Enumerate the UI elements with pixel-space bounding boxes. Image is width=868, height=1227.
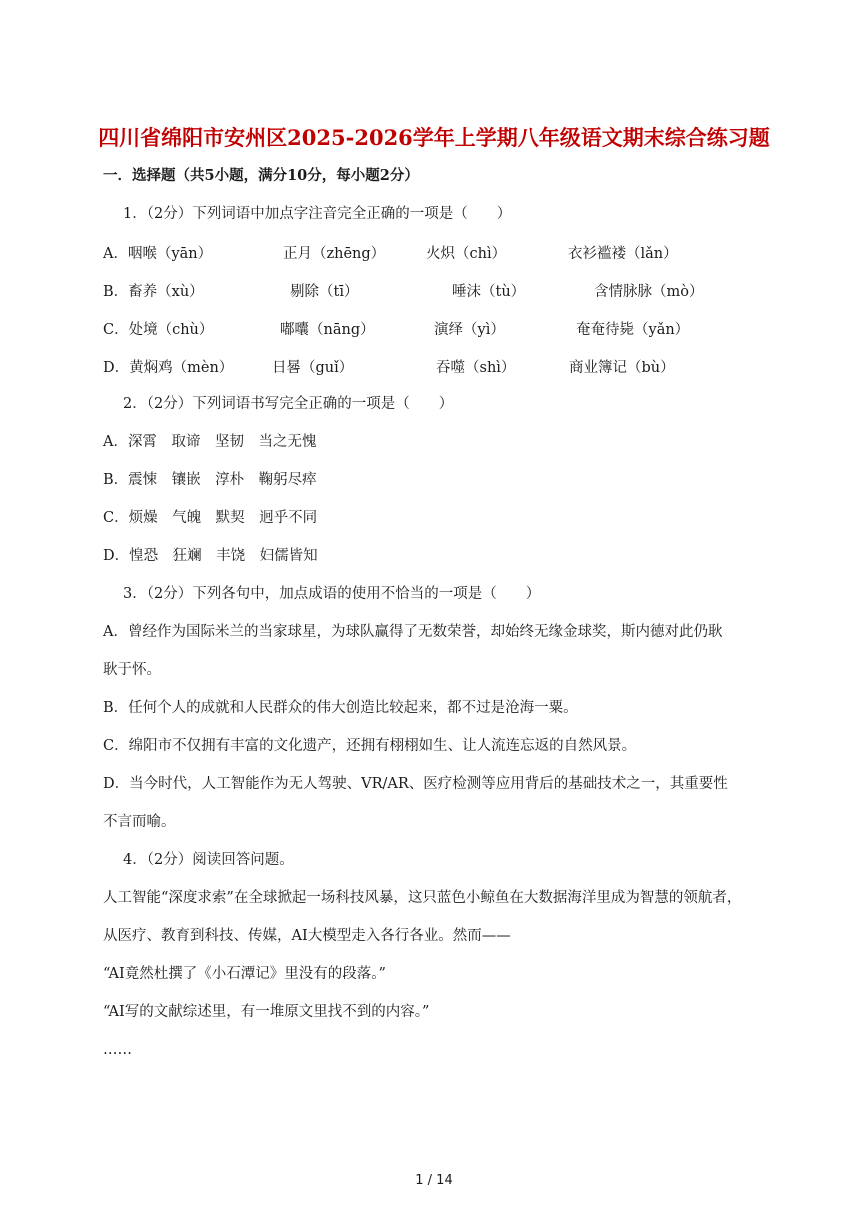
option-part: D．黄焖鸡（mèn）: [103, 360, 234, 376]
question-4-stem: 4．（2分）阅读回答问题。: [123, 852, 294, 868]
question-2-option-c: C．烦燥 气魄 默契 迥乎不同: [103, 510, 318, 526]
question-2-option-a: A．深霄 取谛 坚韧 当之无愧: [103, 434, 317, 450]
page-number: 1 / 14: [415, 1173, 453, 1188]
question-3-stem: 3．（2分）下列各句中，加点成语的使用不恰当的一项是（ ）: [123, 586, 541, 602]
question-3-option-d: D．当今时代，人工智能作为无人驾驶、VR/AR、医疗检测等应用背后的基础技术之一，其重要性: [103, 776, 728, 792]
question-2-option-b: B．震悚 镶嵌 淳朴 鞠躬尽瘁: [103, 472, 317, 488]
question-4-quote: “AI竟然杜撰了《小石潭记》里没有的段落。”: [103, 966, 386, 982]
option-part: B．畜养（xù）: [103, 284, 204, 300]
question-4-quote: “AI写的文献综述里，有一堆原文里找不到的内容。”: [103, 1004, 430, 1020]
option-part: 嘟囔（nāng）: [280, 322, 375, 338]
question-3-option-a-cont: 耿于怀。: [103, 662, 161, 678]
option-part: 含情脉脉（mò）: [594, 284, 704, 300]
question-4-passage-line: 从医疗、教育到科技、传媒，AI大模型走入各行各业。然而——: [103, 928, 511, 944]
option-part: 吞噬（shì）: [436, 360, 516, 376]
question-3-option-d-cont: 不言而喻。: [103, 814, 176, 830]
question-3-option-a: A．曾经作为国际米兰的当家球星，为球队赢得了无数荣誉，却始终无缘金球奖，斯内德对此仍耿: [103, 624, 723, 640]
option-part: 奄奄待毙（yǎn）: [576, 322, 690, 338]
question-2-stem: 2．（2分）下列词语书写完全正确的一项是（ ）: [123, 396, 454, 412]
option-part: C．处境（chù）: [103, 322, 214, 338]
question-2-option-d: D．惶恐 狂斓 丰饶 妇儒皆知: [103, 548, 318, 564]
question-1-stem: 1．（2分）下列词语中加点字注音完全正确的一项是（ ）: [123, 206, 512, 222]
option-part: 商业簿记（bù）: [569, 360, 675, 376]
section-heading: 一．选择题（共5小题，满分10分，每小题2分）: [103, 167, 419, 184]
question-4-passage-line: 人工智能“深度求索”在全球掀起一场科技风暴，这只蓝色小鲸鱼在大数据海洋里成为智慧的领航者，: [103, 890, 742, 906]
option-part: A．咽喉（yān）: [103, 246, 213, 262]
option-part: 火炽（chì）: [426, 246, 507, 262]
question-3-option-b: B．任何个人的成就和人民群众的伟大创造比较起来，都不过是沧海一粟。: [103, 700, 578, 716]
option-part: 剔除（tī）: [290, 284, 359, 300]
option-part: 日晷（guǐ）: [272, 360, 354, 376]
question-3-option-c: C．绵阳市不仅拥有丰富的文化遗产，还拥有栩栩如生、让人流连忘返的自然风景。: [103, 738, 637, 754]
option-part: 演绎（yì）: [434, 322, 505, 338]
option-part: 正月（zhēng）: [283, 246, 386, 262]
question-4-ellipsis: ……: [103, 1042, 132, 1058]
option-part: 衣衫褴褛（lǎn）: [568, 246, 678, 262]
document-title: 四川省绵阳市安州区2025-2026学年上学期八年级语文期末综合练习题: [98, 125, 770, 150]
option-part: 唾沫（tù）: [452, 284, 526, 300]
